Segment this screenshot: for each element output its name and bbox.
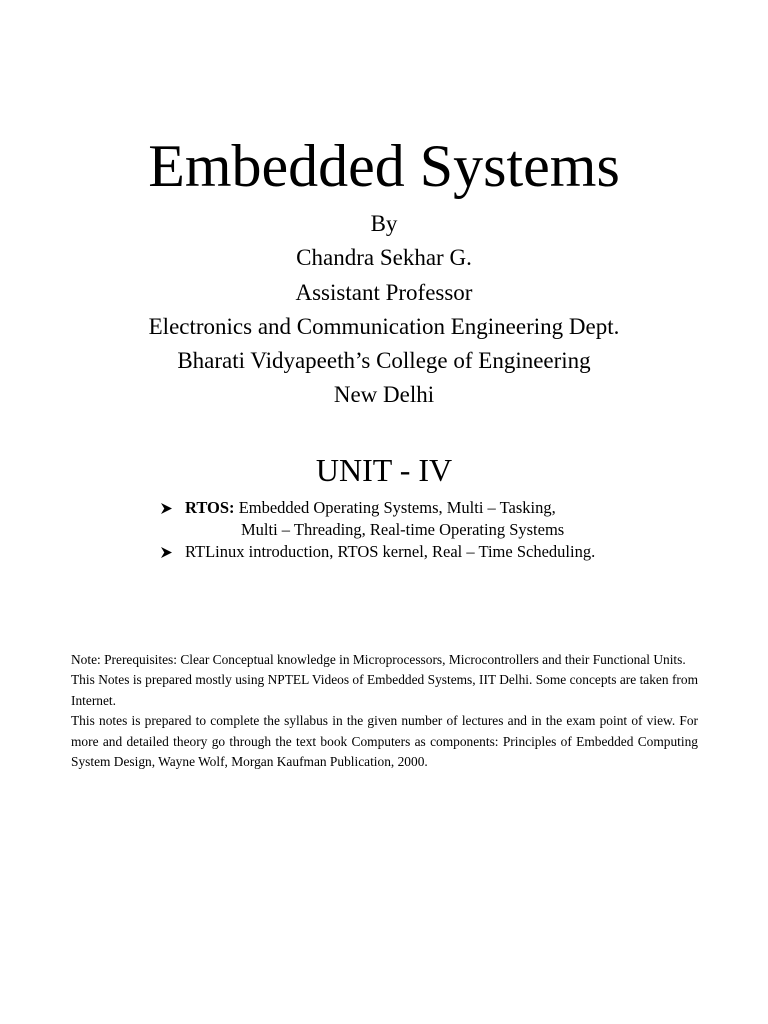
note-prerequisites: Note: Prerequisites: Clear Conceptual knowledge in Microprocessors, Microcontrollers and their Functional Units. xyxy=(71,652,686,667)
arrow-bullet-icon xyxy=(161,503,172,514)
author-block xyxy=(0,207,768,413)
notes-section xyxy=(71,650,698,772)
author-name: Chandra Sekhar G. xyxy=(296,245,472,271)
topic-rtos-continued: Multi – Threading, Real-time Operating Systems xyxy=(241,520,565,539)
note-syllabus: This notes is prepared to complete the syllabus in the given number of lectures and in the exam point of view. For more and detailed theory go through the text book Computers as components: Principles of Embedded Computing System Design, Wayne Wolf, Morgan Kaufman Publication, 2000. xyxy=(71,713,698,770)
author-college: Bharati Vidyapeeth’s College of Engineering xyxy=(177,348,591,374)
document-title: Embedded Systems xyxy=(148,133,620,199)
by-label: By xyxy=(370,211,398,236)
topic-rtlinux-text: RTLinux introduction, RTOS kernel, Real – Time Scheduling. xyxy=(185,542,596,561)
author-position: Assistant Professor xyxy=(295,279,473,305)
unit-heading: UNIT - IV xyxy=(315,452,453,488)
topic-item-rtlinux xyxy=(160,541,720,563)
topic-item-rtos xyxy=(160,497,720,519)
author-city: New Delhi xyxy=(333,382,435,408)
author-department: Electronics and Communication Engineering Dept. xyxy=(148,313,620,339)
topic-rtos-label: RTOS: xyxy=(185,498,235,517)
topic-rtos-text: Embedded Operating Systems, Multi – Tasking, xyxy=(234,498,556,517)
topics-list xyxy=(160,497,720,563)
arrow-bullet-icon xyxy=(161,547,172,558)
note-sources: This Notes is prepared mostly using NPTEL Videos of Embedded Systems, IIT Delhi. Some concepts are taken from Internet. xyxy=(71,672,698,708)
